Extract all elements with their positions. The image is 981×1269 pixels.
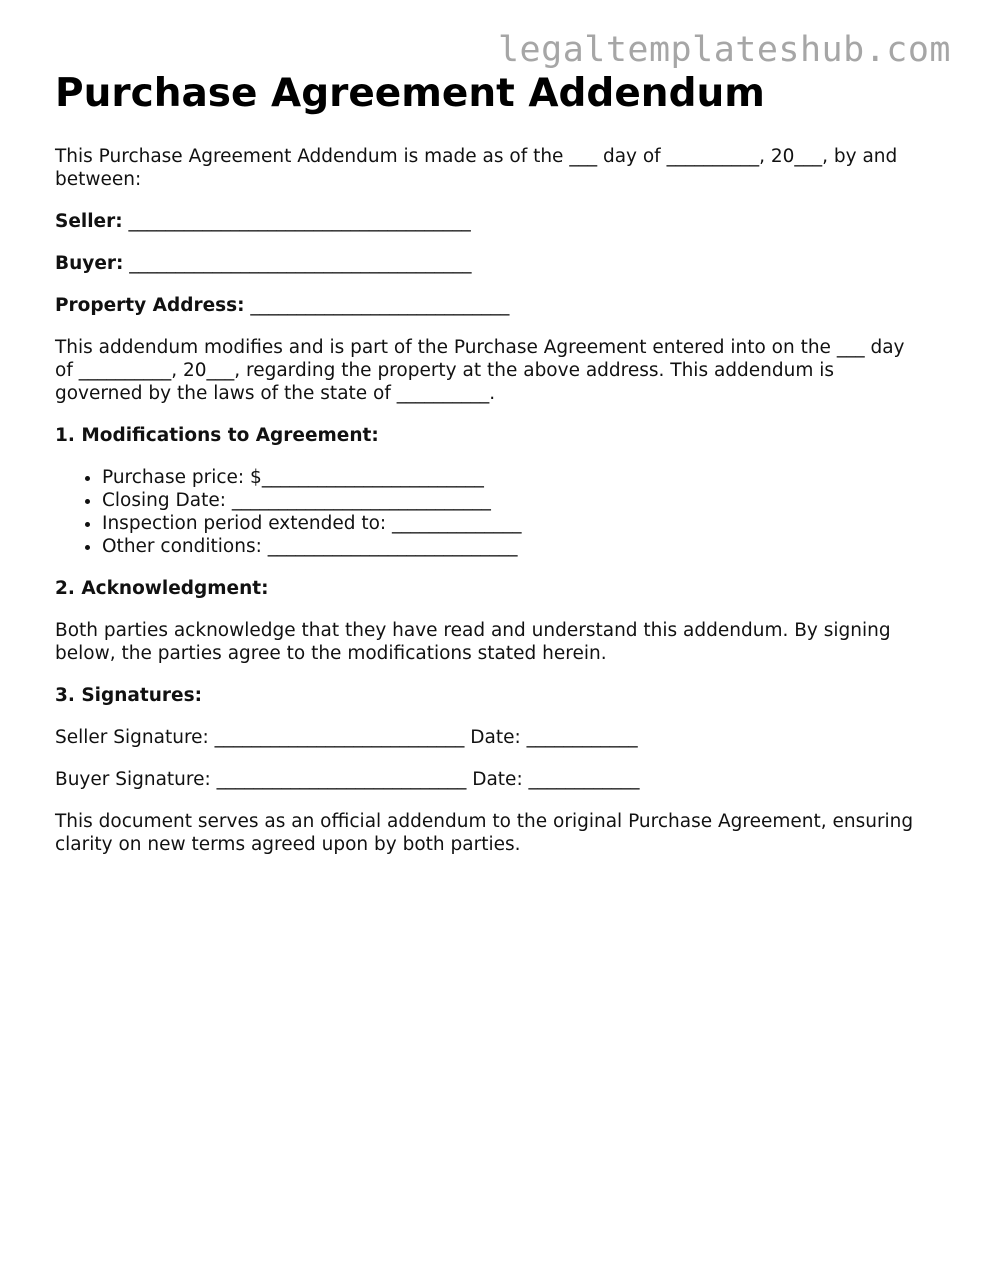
section-2-heading: 2. Acknowledgment: (55, 578, 269, 599)
buyer-label: Buyer: (55, 253, 124, 274)
section-1-heading: 1. Modifications to Agreement: (55, 425, 379, 446)
buyer-blank: _____________________________________ (123, 253, 472, 274)
closing-paragraph: This document serves as an official addendum to the original Purchase Agreement, ensuring clarity on new terms agreed upon by both parties. (55, 811, 914, 855)
property-address-field (55, 294, 925, 317)
list-item-other-conditions: • Other conditions: ___________________________ (102, 535, 925, 558)
list-item-purchase-price: • Purchase price: $________________________ (102, 466, 925, 489)
modifications-list (55, 466, 925, 558)
document-page (55, 70, 925, 875)
modifies-paragraph: This addendum modifies and is part of the Purchase Agreement entered into on the ___ day of __________, 20___, regarding the property at the above address. This addendum is governed by the laws of the state of __________. (55, 337, 905, 404)
intro-paragraph: This Purchase Agreement Addendum is made as of the ___ day of __________, 20___, by and between: (55, 146, 898, 190)
buyer-field (55, 252, 925, 275)
watermark: legaltemplateshub.com (497, 30, 951, 70)
seller-blank: _____________________________________ (122, 211, 471, 232)
document-title: Purchase Agreement Addendum (55, 71, 765, 116)
buyer-signature-line: Buyer Signature: ___________________________ Date: ____________ (55, 769, 640, 790)
property-address-blank: ____________________________ (244, 295, 510, 316)
list-item-closing-date: • Closing Date: ____________________________ (102, 489, 925, 512)
seller-signature-line: Seller Signature: ___________________________ Date: ____________ (55, 727, 638, 748)
seller-label: Seller: (55, 211, 123, 232)
seller-field (55, 210, 925, 233)
list-item-inspection-period: • Inspection period extended to: ______________ (102, 512, 925, 535)
section-3-heading: 3. Signatures: (55, 685, 202, 706)
acknowledgment-paragraph: Both parties acknowledge that they have read and understand this addendum. By signing below, the parties agree to the modifications stated herein. (55, 620, 891, 664)
property-address-label: Property Address: (55, 295, 245, 316)
